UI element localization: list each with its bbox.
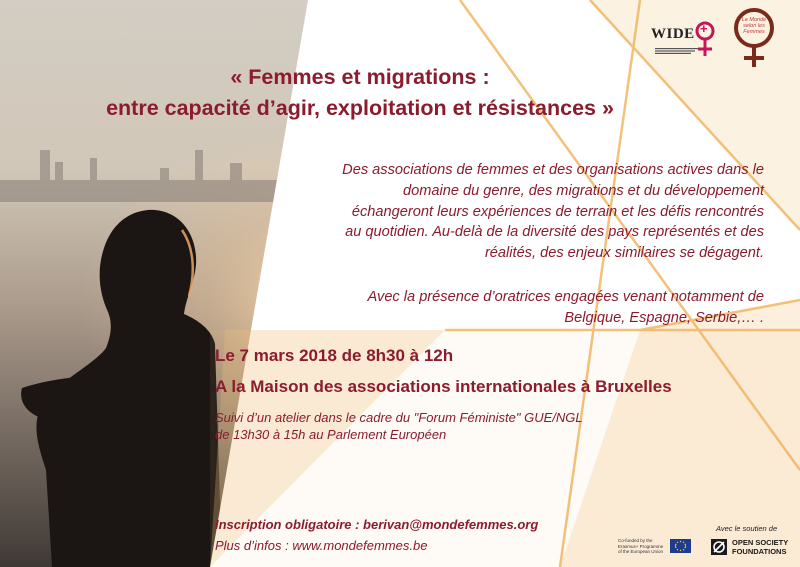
event-venue: A la Maison des associations internationales à Bruxelles [215,377,672,396]
intro-line: Des associations de femmes et des organisations actives dans le [342,162,764,178]
osf-logo-text: OPEN SOCIETY FOUNDATIONS [732,538,789,556]
intro-line: au quotidien. Au-delà de la diversité des pays représentés et des [345,224,764,241]
speakers-line: Avec la présence d’oratrices engagées venant notamment de [367,289,764,305]
page-title [0,62,720,124]
intro-paragraph [294,160,764,264]
osf-logo [711,538,793,556]
event-date: Le 7 mars 2018 de 8h30 à 12h [215,346,454,365]
speakers-line: Belgique, Espagne, Serbie,… . [564,309,764,326]
open-society-icon [711,539,727,555]
wide-plus-sign: + [700,21,708,36]
wide-logo-text: WIDE [651,26,695,42]
title-line-1: « Femmes et migrations : [230,65,490,89]
support-label: Avec le soutien de [716,524,778,533]
monde-femmes-venus-icon [728,6,780,68]
intro-line: domaine du genre, des migrations et du développement [402,182,764,199]
wide-logo [651,20,717,60]
workshop-line: Suivi d’un atelier dans le cadre du "Forum Féministe" GUE/NGL [215,410,583,425]
intro-line: échangeront leurs expériences de terrain et les défis rencontrés [351,203,764,220]
eu-funding-text: Co-funded by the Erasmus+ Programme of the European Union [618,538,664,554]
intro-line: réalités, des enjeux similaires se dégagent. [484,245,764,262]
more-info-link[interactable]: Plus d’infos : www.mondefemmes.be [215,538,428,553]
workshop-info [215,410,583,443]
monde-femmes-logo [728,6,780,68]
speakers-paragraph [294,287,764,329]
monde-femmes-logo-text: Le Monde selon les Femmes [741,17,767,35]
eu-flag-icon [670,539,691,553]
workshop-line: de 13h30 à 15h au Parlement Européen [215,426,447,442]
title-line-2: entre capacité d’agir, exploitation et résistances » [106,96,614,120]
eu-stars-icon [670,539,691,553]
registration-info[interactable]: Inscription obligatoire : berivan@mondefemmes.org [215,517,539,532]
